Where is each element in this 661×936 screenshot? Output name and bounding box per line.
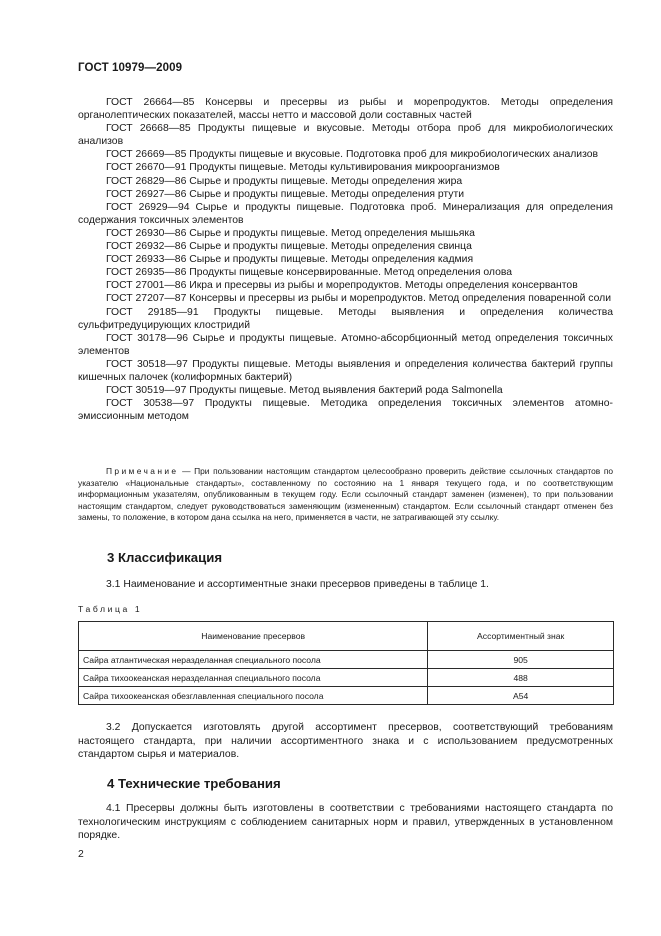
reference-item: ГОСТ 26670—91 Продукты пищевые. Методы культивирования микроорганизмов — [106, 162, 500, 174]
reference-item: ГОСТ 26935—86 Продукты пищевые консервированные. Метод определения олова — [106, 267, 513, 279]
table-row — [79, 687, 614, 705]
assortment-code-cell: 488 — [428, 669, 614, 687]
reference-item: ГОСТ 26669—85 Продукты пищевые и вкусовые. Подготовка проб для микробиологических анализов — [106, 149, 599, 161]
clause-4-1: 4.1 Пресервы должны быть изготовлены в соответствии с требованиями настоящего стандарта по технологическим инструкциям с соблюдением санитарных норм и правил, утвержденных в установленном порядке. — [78, 803, 613, 842]
reference-item: ГОСТ 26668—85 Продукты пищевые и вкусовые. Методы отбора проб для микробиологических анализов — [78, 123, 613, 148]
product-name-cell: Сайра тихоокеанская обезглавленная специального посола — [79, 687, 428, 705]
reference-item: ГОСТ 26927—86 Сырье и продукты пищевые. Методы определения ртути — [106, 188, 465, 200]
reference-item: ГОСТ 27207—87 Консервы и пресервы из рыбы и морепродуктов. Метод определения поваренной соли — [106, 293, 612, 305]
reference-item: ГОСТ 29185—91 Продукты пищевые. Методы выявления и определения количества сульфитредуцирующих клостридий — [78, 306, 613, 331]
reference-item: ГОСТ 30178—96 Сырье и продукты пищевые. Атомно-абсорбционный метод определения токсичных элементов — [78, 332, 613, 357]
references-note — [78, 466, 613, 524]
normative-references-list — [78, 96, 613, 423]
column-header-name: Наименование пресервов — [79, 622, 428, 651]
column-header-code: Ассортиментный знак — [428, 622, 614, 651]
standard-header: ГОСТ 10979—2009 — [78, 62, 183, 74]
clause-3-2: 3.2 Допускается изготовлять другой ассортимент пресервов, соответствующий требованиям настоящего стандарта, при наличии ассортиментного знака и с использованием предусмотренных стандартом сырья и материалов. — [78, 722, 613, 761]
reference-item: ГОСТ 26930—86 Сырье и продукты пищевые. Метод определения мышьяка — [106, 227, 475, 239]
table-header-row — [79, 622, 614, 651]
product-name-cell: Сайра тихоокеанская неразделанная специального посола — [79, 669, 428, 687]
assortment-code-cell: 905 — [428, 651, 614, 669]
clause-3-1: 3.1 Наименование и ассортиментные знаки пресервов приведены в таблице 1. — [106, 579, 489, 590]
table-1-caption: Таблица 1 — [78, 604, 143, 614]
assortment-code-cell: А54 — [428, 687, 614, 705]
note-lead: Примечание — [106, 466, 179, 476]
reference-item: ГОСТ 30538—97 Продукты пищевые. Методика определения токсичных элементов атомно-эмиссионным методом — [78, 398, 613, 423]
reference-item: ГОСТ 26932—86 Сырье и продукты пищевые. Методы определения свинца — [106, 241, 472, 253]
table-1 — [78, 621, 614, 705]
note-text: — При пользовании настоящим стандартом целесообразно проверить действие ссылочных стандартов по указателю «Национальные стандарты», составленному по состоянию на 1 января текущего года, и по соответствующим информационным указателям, опубликованным в текущем году. Если ссылочный стандарт заменен (изменен), то при пользовании настоящим стандартом, следует руководствоваться заменяющим (измененным) стандартом. Если ссылочный стандарт отменен без замены, то положение, в котором дана ссылка на него, применяется в части, не затрагивающей эту ссылку. — [78, 466, 614, 523]
reference-item: ГОСТ 26929—94 Сырье и продукты пищевые. Подготовка проб. Минерализация для определения содержания токсичных элементов — [78, 201, 613, 226]
section-4-title: 4 Технические требования — [107, 776, 281, 791]
table-row — [79, 669, 614, 687]
reference-item: ГОСТ 27001—86 Икра и пресервы из рыбы и морепродуктов. Методы определения консервантов — [106, 280, 578, 292]
reference-item: ГОСТ 26933—86 Сырье и продукты пищевые. Методы определения кадмия — [106, 254, 474, 266]
product-name-cell: Сайра атлантическая неразделанная специального посола — [79, 651, 428, 669]
page-number: 2 — [78, 849, 84, 860]
reference-item: ГОСТ 26664—85 Консервы и пресервы из рыбы и морепродуктов. Методы определения органолептических показателей, массы нетто и массовой доли составных частей — [78, 97, 613, 122]
reference-item: ГОСТ 26829—86 Сырье и продукты пищевые. Методы определения жира — [106, 175, 463, 187]
section-3-title: 3 Классификация — [107, 550, 223, 565]
reference-item: ГОСТ 30519—97 Продукты пищевые. Метод выявления бактерий рода Salmonella — [106, 385, 503, 397]
table-row — [79, 651, 614, 669]
reference-item: ГОСТ 30518—97 Продукты пищевые. Методы выявления и определения количества бактерий группы кишечных палочек (колиформных бактерий) — [78, 358, 613, 383]
